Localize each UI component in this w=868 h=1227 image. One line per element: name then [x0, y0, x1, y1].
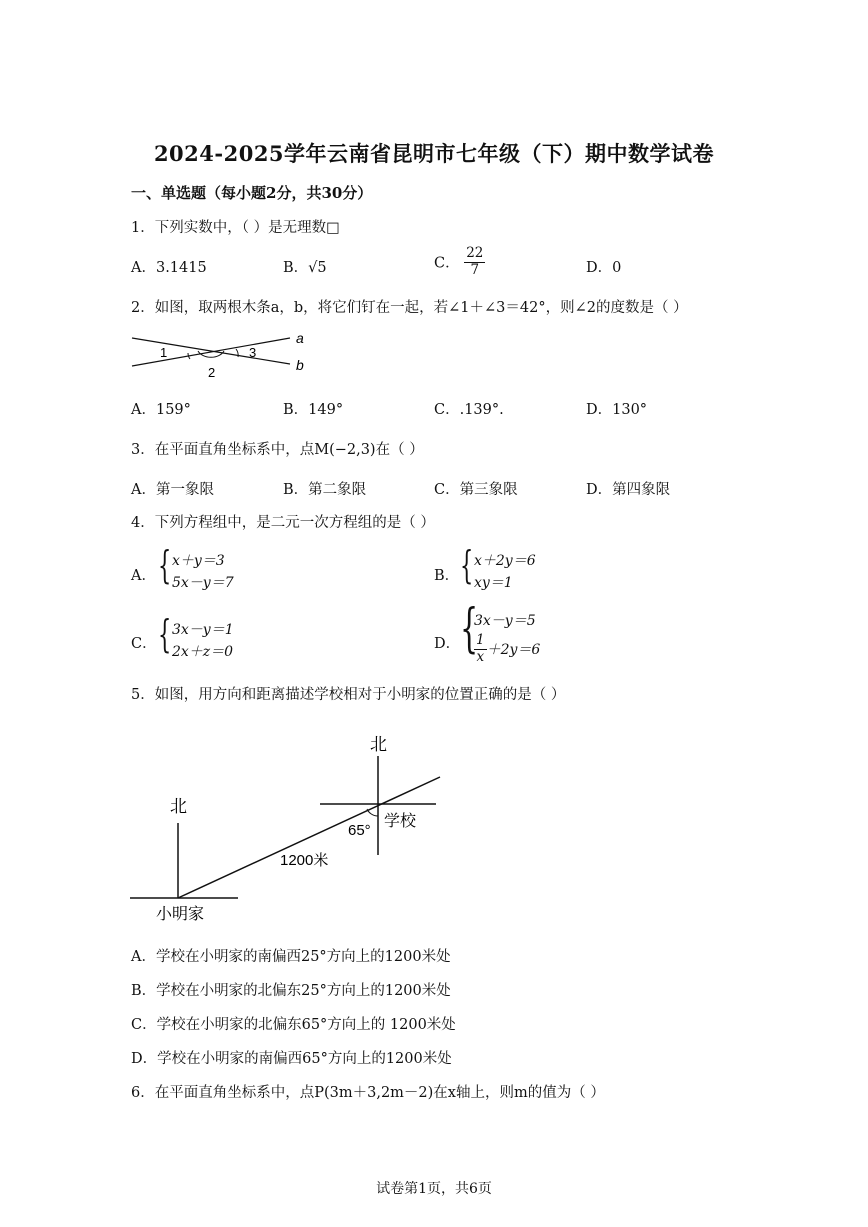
- angle-2-label: 2: [208, 365, 216, 380]
- page-footer: 试卷第1页，共6页: [376, 1181, 492, 1197]
- crossed-sticks-figure: [128, 326, 328, 382]
- q4-option-b-system: { x＋2y＝6 xy＝1: [460, 543, 536, 591]
- q3-option-d: D．第四象限: [586, 482, 671, 498]
- question-5-stem: 5．如图，用方向和距离描述学校相对于小明家的位置正确的是（ ）: [131, 687, 566, 703]
- q3-option-a: A．第一象限: [131, 482, 214, 498]
- angle-label: 65°: [348, 822, 371, 839]
- direction-distance-figure: [120, 728, 450, 928]
- label-b: b: [296, 357, 304, 373]
- north-label-school: 北: [370, 735, 387, 754]
- question-6-stem: 6．在平面直角坐标系中，点P(3m＋3,2m－2)在x轴上，则m的值为（ ）: [131, 1085, 605, 1101]
- section-heading: 一、单选题（每小题2分，共30分）: [131, 184, 373, 202]
- question-2-stem: 2．如图，取两根木条a，b，将它们钉在一起，若∠1＋∠3＝42°，则∠2的度数是（ ）: [131, 300, 688, 316]
- q4-option-a-system: { x＋y＝3 5x－y＝7: [158, 543, 234, 591]
- q4-option-d-system: { 3x－y＝5 $\frac{1}{x}$ ＋2y＝6: [460, 599, 541, 665]
- label-a: a: [296, 330, 304, 346]
- question-4-stem: 4．下列方程组中，是二元一次方程组的是（ ）: [131, 515, 435, 531]
- q2-option-a: A．159°: [131, 402, 191, 418]
- q3-option-b: B．第二象限: [283, 482, 367, 498]
- q4-option-a-label: A．: [131, 568, 156, 584]
- fraction: $\frac{22}{7}$: [466, 245, 484, 278]
- q4-option-c-label: C．: [131, 636, 157, 652]
- q5-option-c: C．学校在小明家的北偏东65°方向上的 1200米处: [131, 1017, 456, 1033]
- q1-option-d: D．0: [586, 260, 622, 276]
- q1-option-b: B．√5: [283, 260, 327, 276]
- angle-3-label: 3: [249, 345, 257, 360]
- page-title: 2024-2025学年云南省昆明市七年级（下）期中数学试卷: [153, 141, 715, 166]
- q2-option-b: B．149°: [283, 402, 344, 418]
- question-3-stem: 3．在平面直角坐标系中，点M(−2,3)在（ ）: [131, 442, 424, 458]
- q2-option-c: C．.139°.: [434, 402, 504, 418]
- q1-option-c: C． $\frac{22}{7}$: [434, 245, 484, 278]
- q5-option-a: A．学校在小明家的南偏西25°方向上的1200米处: [131, 949, 451, 965]
- q1-option-a: A．3.1415: [131, 260, 207, 276]
- q2-option-d: D．130°: [586, 402, 648, 418]
- q5-option-d: D．学校在小明家的南偏西65°方向上的1200米处: [131, 1051, 452, 1067]
- question-1-stem: 1．下列实数中，（ ）是无理数□: [131, 220, 340, 236]
- q4-option-d-label: D．: [434, 636, 461, 652]
- home-label: 小明家: [156, 906, 205, 923]
- angle-1-label: 1: [160, 345, 168, 360]
- sqrt-expression: √5: [308, 260, 327, 276]
- q3-option-c: C．第三象限: [434, 482, 518, 498]
- north-label-home: 北: [170, 797, 187, 816]
- distance-label: 1200米: [280, 852, 329, 869]
- school-label: 学校: [384, 813, 417, 830]
- q4-option-b-label: B．: [434, 568, 460, 584]
- q4-option-c-system: { 3x－y＝1 2x＋z＝0: [158, 612, 234, 660]
- q5-option-b: B．学校在小明家的北偏东25°方向上的1200米处: [131, 983, 451, 999]
